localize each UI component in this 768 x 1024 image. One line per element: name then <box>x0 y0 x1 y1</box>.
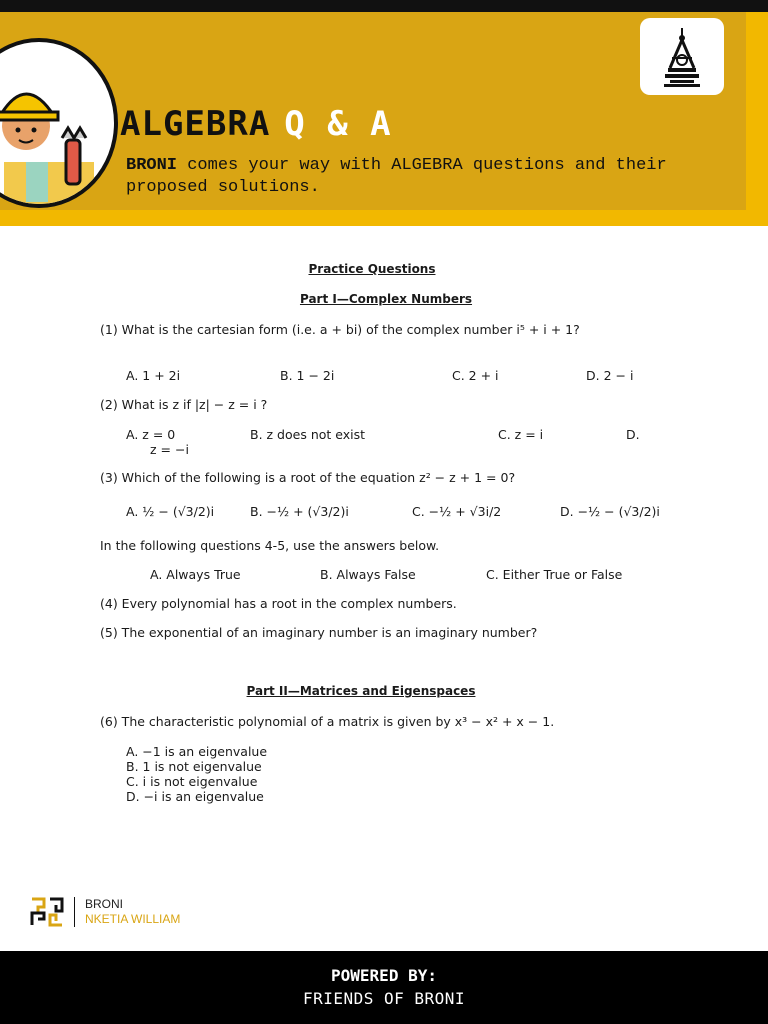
page-title <box>120 104 392 144</box>
subtitle-broni: BRONI <box>126 156 178 175</box>
question-3: (3) Which of the following is a root of the equation z² − z + 1 = 0? <box>100 470 516 485</box>
footer-friends: FRIENDS OF BRONI <box>302 989 466 1008</box>
q6-option-a: A. −1 is an eigenvalue <box>126 744 268 759</box>
title-algebra: ALGEBRA <box>120 104 271 144</box>
q3-option-d: D. −½ − (√3/2)i <box>560 504 660 519</box>
footer-powered-by: POWERED BY: <box>331 966 437 985</box>
doc-heading: Practice Questions <box>308 262 436 276</box>
top-bar <box>0 0 768 12</box>
q3-option-c: C. −½ + √3i/2 <box>412 504 502 519</box>
brand-names <box>74 897 180 927</box>
q45-option-a: A. Always True <box>150 567 241 582</box>
compass-monument-logo <box>640 18 724 95</box>
brand-name-1: BRONI <box>85 897 124 911</box>
footer-bar <box>0 951 768 1024</box>
q3-option-a: A. ½ − (√3/2)i <box>126 504 215 519</box>
q2-option-c: C. z = i <box>498 427 544 442</box>
q45-option-b: B. Always False <box>320 567 416 582</box>
q1-option-d: D. 2 − i <box>586 368 634 383</box>
question-4: (4) Every polynomial has a root in the complex numbers. <box>100 596 457 611</box>
question-2: (2) What is z if |z| − z = i ? <box>100 397 268 412</box>
q2-option-d-value: z = −i <box>150 442 189 457</box>
q3-option-b: B. −½ + (√3/2)i <box>250 504 349 519</box>
q1-option-b: B. 1 − 2i <box>280 368 335 383</box>
part2-heading: Part II—Matrices and Eigenspaces <box>246 684 476 698</box>
q2-option-b: B. z does not exist <box>250 427 366 442</box>
brand-name-2: NKETIA WILLIAM <box>85 912 181 926</box>
q1-option-a: A. 1 + 2i <box>126 368 181 383</box>
q2-option-d: D. <box>626 427 640 442</box>
question-5: (5) The exponential of an imaginary number is an imaginary number? <box>100 625 538 640</box>
q2-option-a: A. z = 0 <box>126 427 176 442</box>
broni-maze-logo <box>30 897 64 927</box>
title-qa: Q & A <box>284 104 392 144</box>
brand-block <box>30 895 180 929</box>
q6-option-b: B. 1 is not eigenvalue <box>126 759 262 774</box>
part1-heading: Part I—Complex Numbers <box>299 292 473 306</box>
subtitle <box>126 155 726 199</box>
subtitle-text: comes your way with ALGEBRA questions and their proposed solutions. <box>126 156 667 197</box>
question-1: (1) What is the cartesian form (i.e. a + bi) of the complex number i⁵ + i + 1? <box>100 322 580 337</box>
q45-option-c: C. Either True or False <box>486 567 623 582</box>
question-6: (6) The characteristic polynomial of a matrix is given by x³ − x² + x − 1. <box>100 714 555 729</box>
q6-option-d: D. −i is an eigenvalue <box>126 789 264 804</box>
q6-option-c: C. i is not eigenvalue <box>126 774 258 789</box>
q1-option-c: C. 2 + i <box>452 368 499 383</box>
questions-4-5-intro: In the following questions 4-5, use the answers below. <box>100 538 440 553</box>
